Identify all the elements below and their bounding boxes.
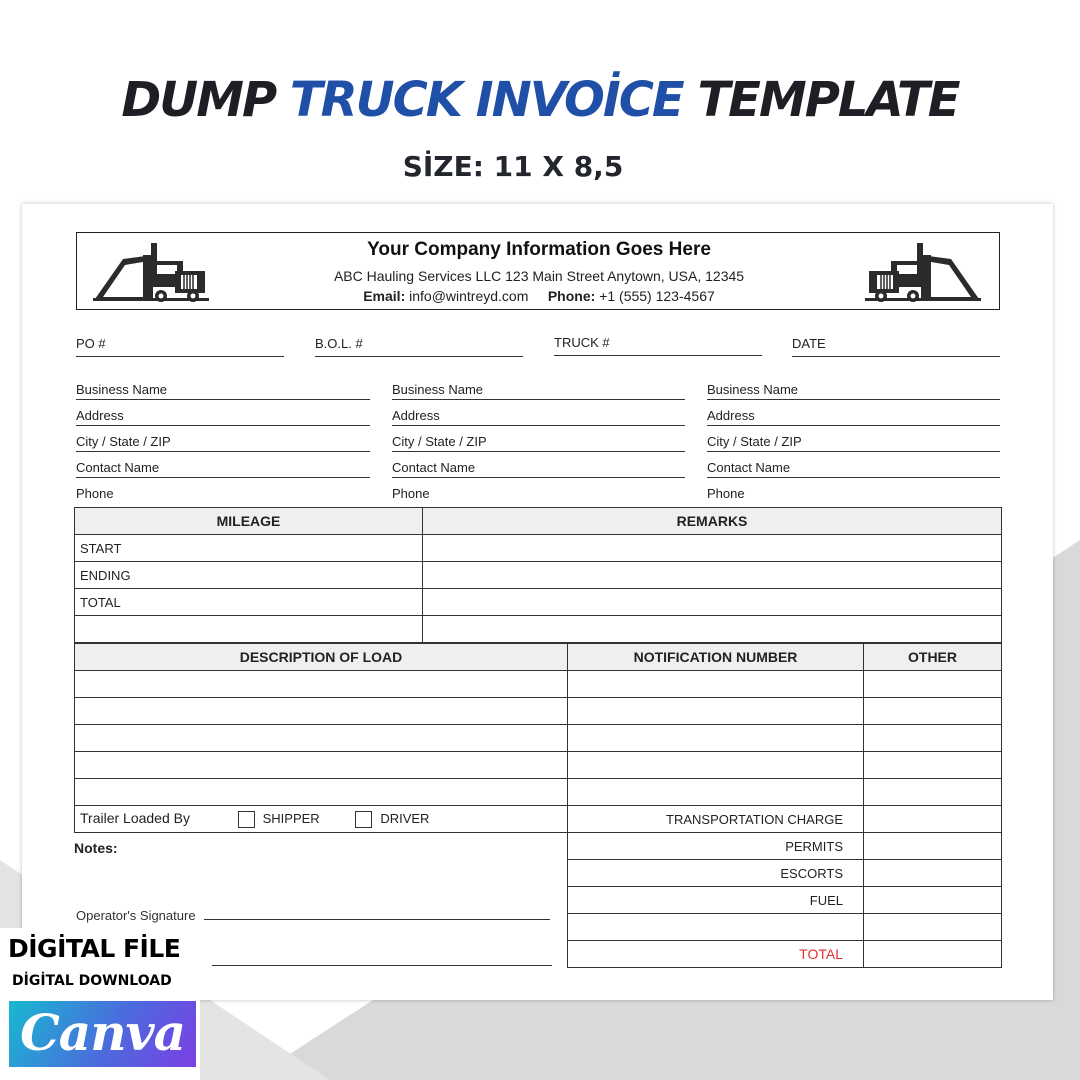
load-description-cell[interactable]: [75, 671, 568, 698]
mileage-total-cell[interactable]: TOTAL: [75, 589, 423, 616]
date-line[interactable]: [792, 356, 1000, 357]
business-name-line[interactable]: [76, 399, 370, 400]
address-label: Address: [76, 408, 124, 423]
truck-number-line[interactable]: [554, 355, 762, 356]
remarks-cell[interactable]: [423, 616, 1002, 643]
bol-number-line[interactable]: [315, 356, 523, 357]
table-row: [75, 698, 1002, 725]
canva-logo-text: Canva: [20, 1003, 185, 1062]
company-title: Your Company Information Goes Here: [367, 239, 711, 260]
phone-label: Phone: [76, 486, 114, 501]
table-row: [75, 860, 1002, 887]
date-label: DATE: [792, 336, 826, 351]
notification-cell[interactable]: [568, 725, 864, 752]
notification-cell[interactable]: [568, 779, 864, 806]
other-cell[interactable]: [864, 725, 1002, 752]
mileage-blank-cell[interactable]: [75, 616, 423, 643]
title-part-truck-invoice: TRUCK INVOİCE: [289, 72, 683, 128]
company-contact: [77, 288, 1001, 304]
total-value[interactable]: [864, 941, 1002, 968]
address-label: Address: [392, 408, 440, 423]
notification-cell[interactable]: [568, 698, 864, 725]
table-row: [75, 914, 1002, 941]
trailer-loaded-by-cell: [75, 806, 568, 833]
contact-name-label: Contact Name: [392, 460, 476, 475]
contact-name-label: Contact Name: [707, 460, 791, 475]
remarks-cell[interactable]: [423, 535, 1002, 562]
notes-label: Notes:: [74, 840, 118, 856]
load-description-cell[interactable]: [75, 752, 568, 779]
business-name-line[interactable]: [392, 399, 685, 400]
escorts-value[interactable]: [864, 860, 1002, 887]
address-line[interactable]: [76, 425, 370, 426]
other-header: OTHER: [864, 644, 1002, 671]
second-signature-line[interactable]: [212, 965, 552, 966]
other-cell[interactable]: [864, 752, 1002, 779]
digital-file-label: DİGİTAL FİLE: [8, 934, 181, 963]
phone-label: Phone: [707, 486, 745, 501]
company-address: ABC Hauling Services LLC 123 Main Street Anytown, USA, 12345: [333, 268, 745, 284]
shipper-checkbox[interactable]: [238, 811, 255, 828]
blank-cell: [75, 860, 568, 887]
phone-value: +1 (555) 123-4567: [599, 288, 715, 304]
business-name-label: Business Name: [392, 382, 484, 397]
other-cell[interactable]: [864, 698, 1002, 725]
contact-name-line[interactable]: [392, 477, 685, 478]
business-name-line[interactable]: [707, 399, 1000, 400]
remarks-header: REMARKS: [423, 508, 1002, 535]
company-header: [76, 232, 1000, 310]
table-row: [75, 616, 1002, 643]
remarks-cell[interactable]: [423, 562, 1002, 589]
shipper-label: SHIPPER: [262, 810, 320, 826]
business-name-label: Business Name: [707, 382, 799, 397]
description-of-load-header: DESCRIPTION OF LOAD: [75, 644, 568, 671]
table-row: [75, 725, 1002, 752]
mileage-header: MILEAGE: [75, 508, 423, 535]
mileage-start-cell[interactable]: START: [75, 535, 423, 562]
city-state-zip-line[interactable]: [392, 451, 685, 452]
email-label: Email:: [363, 288, 406, 304]
phone-label: Phone: [392, 486, 430, 501]
table-row: [75, 752, 1002, 779]
fuel-value[interactable]: [864, 887, 1002, 914]
mileage-ending-cell[interactable]: ENDING: [75, 562, 423, 589]
address-label: Address: [707, 408, 755, 423]
title-part-template: TEMPLATE: [697, 72, 959, 128]
mileage-remarks-table: [74, 507, 1002, 643]
contact-name-line[interactable]: [707, 477, 1000, 478]
permits-label: PERMITS: [568, 833, 864, 860]
contact-name-label: Contact Name: [76, 460, 160, 475]
table-row: [75, 562, 1002, 589]
driver-checkbox[interactable]: [355, 811, 372, 828]
table-row: [75, 589, 1002, 616]
notification-number-header: NOTIFICATION NUMBER: [568, 644, 864, 671]
load-description-cell[interactable]: [75, 779, 568, 806]
canva-logo: [9, 1001, 196, 1067]
load-description-cell[interactable]: [75, 725, 568, 752]
title-part-dump: DUMP: [121, 72, 276, 128]
truck-number-label: TRUCK #: [554, 335, 610, 350]
business-name-label: Business Name: [76, 382, 168, 397]
blank-charge-value[interactable]: [864, 914, 1002, 941]
fuel-label: FUEL: [568, 887, 864, 914]
blank-charge-label: [568, 914, 864, 941]
trailer-loaded-by-label: Trailer Loaded By: [80, 809, 190, 826]
digital-download-label: DİGİTAL DOWNLOAD: [12, 973, 172, 989]
city-state-zip-label: City / State / ZIP: [392, 434, 487, 449]
permits-value[interactable]: [864, 833, 1002, 860]
invoice-sheet: [22, 204, 1053, 1000]
other-cell[interactable]: [864, 779, 1002, 806]
address-line[interactable]: [392, 425, 685, 426]
city-state-zip-line[interactable]: [76, 451, 370, 452]
city-state-zip-label: City / State / ZIP: [707, 434, 802, 449]
remarks-cell[interactable]: [423, 589, 1002, 616]
table-row: [75, 671, 1002, 698]
bol-number-label: B.O.L. #: [315, 336, 363, 351]
size-label: SİZE: 11 X 8,5: [402, 150, 624, 183]
table-row: [75, 833, 1002, 860]
table-row: [75, 535, 1002, 562]
operator-signature-label: Operator's Signature: [76, 908, 196, 923]
notification-cell[interactable]: [568, 752, 864, 779]
po-number-label: PO #: [76, 336, 106, 351]
po-number-line[interactable]: [76, 356, 284, 357]
address-line[interactable]: [707, 425, 1000, 426]
notification-cell[interactable]: [568, 671, 864, 698]
escorts-label: ESCORTS: [568, 860, 864, 887]
phone-label: Phone:: [547, 288, 596, 304]
operator-signature-line[interactable]: [204, 919, 550, 920]
table-row: [75, 806, 1002, 833]
table-row: [75, 941, 1002, 968]
driver-label: DRIVER: [380, 810, 430, 826]
city-state-zip-line[interactable]: [707, 451, 1000, 452]
load-description-cell[interactable]: [75, 698, 568, 725]
transportation-charge-value[interactable]: [864, 806, 1002, 833]
page-title: [0, 72, 1080, 128]
city-state-zip-label: City / State / ZIP: [76, 434, 171, 449]
other-cell[interactable]: [864, 671, 1002, 698]
dump-truck-icon: [865, 241, 981, 303]
email-value: info@wintreyd.com: [409, 288, 529, 304]
table-row: [75, 887, 1002, 914]
total-label: TOTAL: [568, 941, 864, 968]
blank-cell: [75, 833, 568, 860]
transportation-charge-label: TRANSPORTATION CHARGE: [568, 806, 864, 833]
contact-name-line[interactable]: [76, 477, 370, 478]
table-row: [75, 779, 1002, 806]
